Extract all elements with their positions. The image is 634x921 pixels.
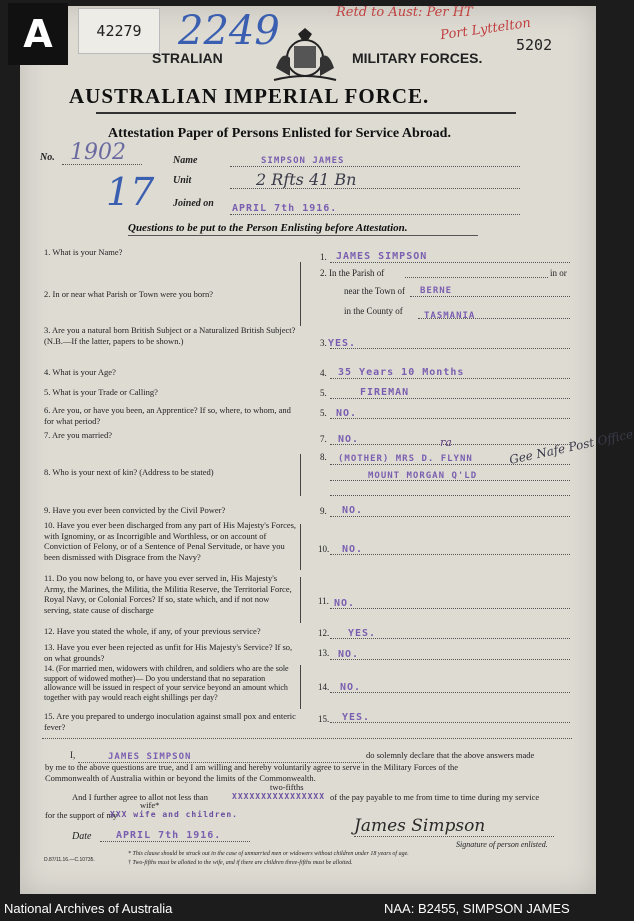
answer-14: NO. — [340, 682, 362, 693]
return-note-2: Port Lyttelton — [439, 15, 532, 44]
parish-in-or: in or — [550, 268, 567, 278]
answer-6: NO. — [336, 408, 358, 419]
allot-children: XXX wife and children. — [110, 810, 238, 819]
no-value: 1902 — [70, 140, 126, 165]
corner-number: 5202 — [516, 36, 553, 54]
header-right: MILITARY FORCES. — [352, 50, 483, 66]
footer-archive: National Archives of Australia — [4, 901, 173, 916]
answer-5: FIREMAN — [360, 387, 410, 398]
footnote-1: * This clause should be struck out in the case of unmarried men or widowers without children under 18 years of age. — [128, 851, 409, 857]
signature: James Simpson — [354, 816, 486, 836]
question-7: 7. Are you married? — [44, 430, 112, 440]
question-11: 11. Do you now belong to, or have you ever served in, His Majesty's Army, the Marines, the Militia, the Militia Reserve, the Territorial Force, Royal Navy, or Colonial Forces? If so, state which, and if not now serving, state cause of discharge — [44, 573, 292, 615]
handwritten-number: 2249 — [178, 8, 280, 54]
county-label: in the County of — [344, 306, 403, 316]
question-6: 6. Are you, or have you been, an Apprentice? If so, where, to whom, and for what period? — [44, 405, 291, 426]
answer-3: YES. — [328, 338, 357, 349]
parish-label: 2. In the Parish of — [320, 268, 385, 278]
answer-13: NO. — [338, 649, 360, 660]
joined-label: Joined on — [173, 198, 214, 209]
question-8: 8. Who is your next of kin? (Address to be stated) — [44, 467, 214, 477]
allot-text-2: of the pay payable to me from time to time during my service — [330, 792, 540, 802]
name-label: Name — [173, 155, 198, 166]
allot-struck: XXXXXXXXXXXXXXXX — [232, 792, 326, 801]
signature-label: Signature of person enlisted. — [456, 840, 548, 849]
date-label: Date — [72, 831, 92, 842]
questions-heading: Questions to be put to the Person Enlisting before Attestation. — [128, 222, 408, 234]
answer-7: NO. — [338, 434, 360, 445]
question-5: 5. What is your Trade or Calling? — [44, 387, 158, 397]
margin-number: 17 — [106, 170, 155, 214]
answer-1: JAMES SIMPSON — [336, 251, 428, 262]
declaration-name: JAMES SIMPSON — [108, 752, 192, 762]
date-value: APRIL 7th 1916. — [116, 830, 222, 841]
declaration-text-2: by me to the above questions are true, and I am willing and hereby voluntarily agree to serve in the Military Forces of the — [45, 762, 459, 772]
title-underline — [96, 112, 516, 114]
answer-9: NO. — [342, 505, 364, 516]
question-1: 1. What is your Name? — [44, 247, 123, 257]
header-left: STRALIAN — [152, 50, 223, 66]
question-14: 14. (For married men, widowers with children, and soldiers who are the sole support of widowed mother)— Do you understand that no separation allowance will be issued in respect of your service beyond an amount which together with pay would reach eight shillings per day? — [44, 664, 289, 702]
unit-value: 2 Rfts 41 Bn — [256, 170, 357, 189]
answer-4: 35 Years 10 Months — [338, 367, 465, 378]
answer-8: (MOTHER) MRS D. FLYNN — [338, 454, 473, 464]
unit-label: Unit — [173, 175, 192, 186]
town-label: near the Town of — [344, 286, 405, 296]
town-value: BERNE — [420, 286, 453, 296]
coat-of-arms-icon — [268, 28, 342, 84]
declaration-text-1: do solemnly declare that the above answers made — [366, 750, 535, 760]
nok-address: MOUNT MORGAN Q'LD — [368, 471, 478, 481]
return-note-1: Retd to Aust: Per HT — [336, 5, 473, 20]
joined-value: APRIL 7th 1916. — [232, 203, 338, 214]
footnote-2: † Two-fifths must be allotted to the wife, and if there are children three-fifths must be allotted. — [128, 860, 353, 866]
answer-10: NO. — [342, 544, 364, 555]
answer-15: YES. — [342, 712, 371, 723]
question-4: 4. What is your Age? — [44, 367, 116, 377]
question-2: 2. In or near what Parish or Town were you born? — [44, 289, 213, 299]
allot-two-fifths: two-fifths — [270, 782, 304, 792]
name-value: SIMPSON JAMES — [261, 156, 345, 166]
allot-text-3: for the support of my — [45, 810, 118, 820]
subtitle: Attestation Paper of Persons Enlisted for Service Abroad. — [108, 126, 451, 141]
reference-number-box: 42279 — [78, 8, 160, 54]
answer-11: NO. — [334, 598, 356, 609]
nok-handwritten-2: ra — [440, 436, 452, 449]
question-12: 12. Have you stated the whole, if any, of your previous service? — [44, 626, 261, 636]
footer-reference: NAA: B2455, SIMPSON JAMES — [384, 901, 570, 916]
question-10: 10. Have you ever been discharged from any part of His Majesty's Forces, with Ignominy, or as Incorrigible and Worthless, or on account of Conviction of Felony, or of a Sentence of Penal Servitude, or have you been dismissed with Disgrace from the Navy? — [44, 520, 297, 562]
printer-mark: D.87/11.16.—C.10735. — [44, 857, 95, 863]
no-label: No. — [40, 152, 55, 163]
question-3: 3. Are you a natural born British Subject or a Naturalized British Subject? (N.B.—If the latter, papers to be shown.) — [44, 325, 296, 346]
question-13: 13. Have you ever been rejected as unfit for His Majesty's Service? If so, on what grounds? — [44, 642, 293, 663]
allot-text-1: And I further agree to allot not less than — [72, 792, 208, 802]
county-value: TASMANIA — [424, 311, 476, 321]
question-9: 9. Have you ever been convicted by the Civil Power? — [44, 505, 226, 515]
question-15: 15. Are you prepared to undergo inoculation against small pox and enteric fever? — [44, 711, 296, 732]
stamp-a: A — [8, 3, 68, 65]
answer-12: YES. — [348, 628, 377, 639]
main-title: AUSTRALIAN IMPERIAL FORCE. — [69, 84, 430, 108]
nok-handwritten: Gee Nafe Post Office — [507, 427, 634, 467]
declaration-text-3: Commonwealth of Australia within or beyond the limits of the Commonwealth. — [45, 773, 316, 783]
allot-wife: wife* — [140, 800, 160, 810]
